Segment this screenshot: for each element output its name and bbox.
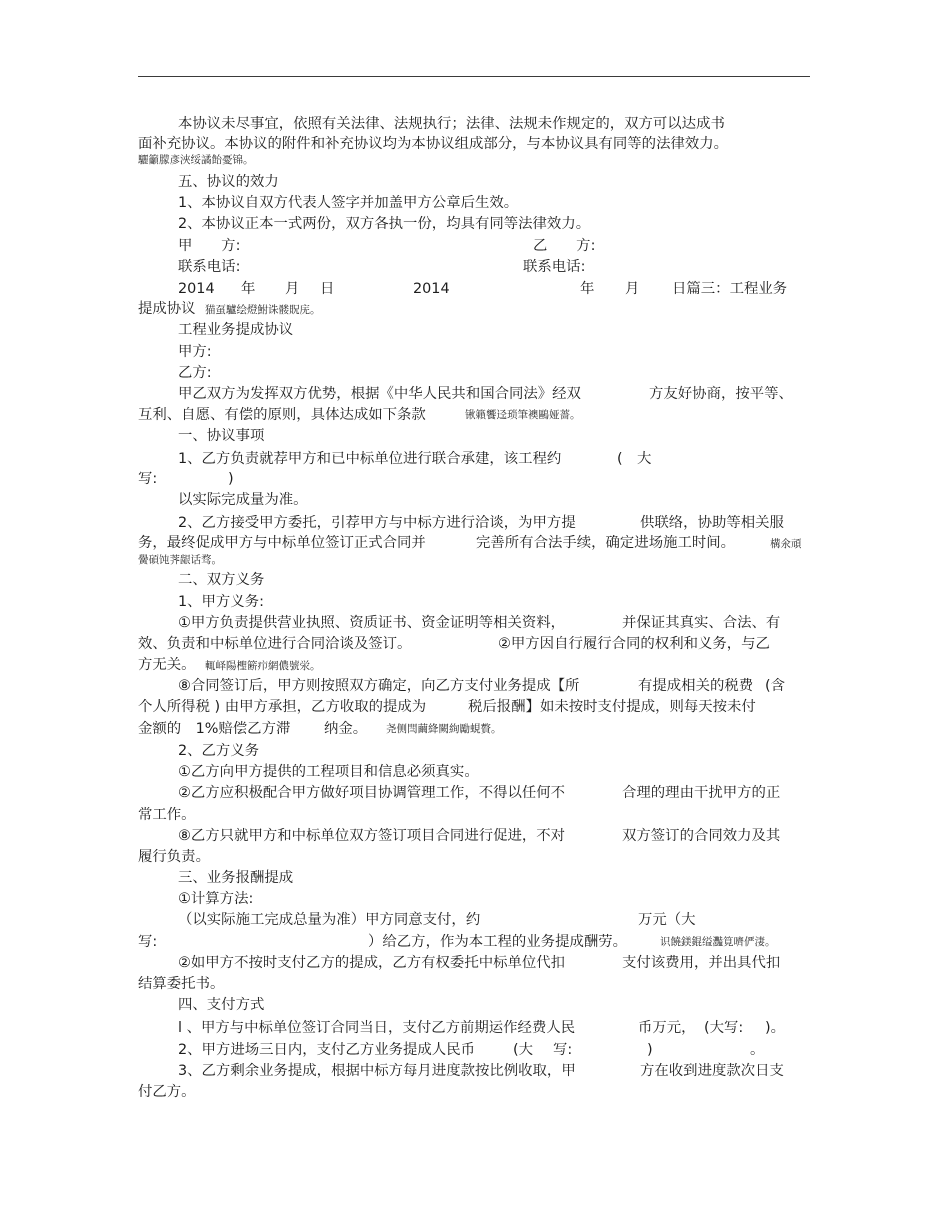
party-a-label: 甲方: [178, 344, 212, 360]
date-month-unit: 月 [625, 281, 640, 297]
section-heading: 二、双方义务 [178, 572, 265, 588]
clause-line: 个人所得税 ) 由甲方承担，乙方收取的提成为 [138, 699, 427, 715]
garbled-text: 锹籟饗迳琐筆襖鷗娅薔。 [465, 409, 581, 421]
clause-line: ①乙方向甲方提供的工程项目和信息必须真实。 [178, 764, 479, 780]
clause-line: 2、甲方进场三日内，支付乙方业务提成人民币 [178, 1042, 475, 1058]
clause-line: 有提成相关的税费 [638, 678, 754, 694]
clause-line: 并保证其真实、合法、有 [622, 615, 781, 631]
clause-line: 1、本协议自双方代表人签字并加盖甲方公章后生效。 [178, 195, 519, 211]
clause-line: 万元（大 [638, 912, 696, 928]
clause-line: 2、本协议正本一式两份，双方各执一份，均具有同等法律效力。 [178, 216, 591, 232]
garbled-text: 识饒鎂錕缢灩筧嚌俨淒。 [660, 936, 776, 948]
garbled-text: 構氽頑 [770, 538, 802, 550]
garbled-text: 黌碩饨荠龈话骛。 [138, 554, 222, 566]
clause-line: 写: [138, 471, 158, 487]
paragraph-line: 方友好协商，按平等、 [649, 386, 793, 402]
clause-line: 效、负责和中标单位进行合同洽谈及签订。 [138, 636, 412, 652]
paragraph-line: 提成协议 [138, 301, 196, 317]
date-year: 2014 [178, 281, 215, 297]
clause-line: 纳金。 [324, 721, 368, 737]
clause-line: 方无关。 [138, 657, 196, 673]
clause-line: ②如甲方不按时支付乙方的提成，乙方有权委托中标单位代扣 [178, 955, 566, 971]
clause-line: 常工作。 [138, 807, 196, 823]
clause-line: (大写: [704, 1020, 744, 1036]
date-day-and-next-title: 日篇三：工程业务 [672, 281, 788, 297]
paragraph-line: 面补充协议。本协议的附件和补充协议均为本协议组成部分，与本协议具有同等的法律效力。 [138, 136, 729, 152]
garbled-text: 猫虿驢绘燈鮒诛髅貺庑。 [205, 304, 321, 316]
clause-line: 供联络，协助等相关服 [640, 515, 784, 531]
subsection-heading: 2、乙方义务 [178, 743, 260, 759]
clause-line: 支付该费用，并出具代扣 [622, 955, 781, 971]
clause-line: ）给乙方，作为本工程的业务提成酬劳。 [368, 934, 628, 950]
clause-line: (大 [513, 1042, 534, 1058]
party-a-signature-label: 甲 方: [178, 238, 241, 254]
clause-line: 务，最终促成甲方与中标单位签订正式合同并 [138, 535, 426, 551]
clause-line: 方在收到进度款次日支 [640, 1063, 784, 1079]
clause-line: 付乙方。 [138, 1084, 196, 1100]
clause-line: 金额的 1%赔偿乙方滞 [138, 721, 291, 737]
header-rule [138, 76, 810, 77]
paragraph-line: 本协议未尽事宜，依照有关法律、法规执行；法律、法规未作规定的，双方可以达成书 [178, 116, 725, 132]
date-day-unit: 日 [320, 281, 335, 297]
clause-line: )。 [765, 1020, 786, 1036]
clause-line: 结算委托书。 [138, 976, 225, 992]
clause-line: 双方签订的合同效力及其 [622, 828, 781, 844]
clause-line: l 、甲方与中标单位签订合同当日，支付乙方前期运作经费人民 [178, 1020, 576, 1036]
clause-line: 币万元， [638, 1020, 696, 1036]
clause-line: 完善所有合法手续，确定进场施工时间。 [476, 535, 736, 551]
subsection-heading: ①计算方法: [178, 891, 254, 907]
clause-line: ) [228, 471, 234, 487]
clause-line: ) [647, 1042, 653, 1058]
clause-line: 1、乙方负责就荐甲方和已中标单位进行联合承建，该工程约 [178, 451, 562, 467]
subsection-heading: 1、甲方义务: [178, 594, 264, 610]
garbled-text: 輒峄陽檉簖疖網儂號泶。 [205, 660, 321, 672]
clause-line: ( 大 [617, 451, 652, 467]
date-year: 2014 [413, 281, 450, 297]
section-heading: 三、业务报酬提成 [178, 870, 294, 886]
party-b-signature-label: 乙 方: [533, 238, 596, 254]
party-b-phone-label: 联系电话: [523, 259, 586, 275]
party-a-phone-label: 联系电话: [178, 259, 241, 275]
document-title: 工程业务提成协议 [178, 322, 294, 338]
paragraph-line: 甲乙双方为发挥双方优势，根据《中华人民共和国合同法》经双 [178, 386, 581, 402]
clause-line: ①甲方负责提供营业执照、资质证书、资金证明等相关资料， [178, 615, 566, 631]
garbled-text: 尧侧閆繭絳闕絢勵蜆贅。 [386, 723, 502, 735]
clause-line: 以实际完成量为准。 [178, 492, 308, 508]
clause-line: (含 [765, 678, 786, 694]
clause-line: 。 [750, 1042, 765, 1058]
clause-line: 履行负责。 [138, 849, 210, 865]
clause-line: ②甲方因自行履行合同的权利和义务，与乙 [498, 636, 770, 652]
section-heading: 四、支付方式 [178, 997, 265, 1013]
date-month-unit: 月 [285, 281, 300, 297]
garbled-text: 驪籲朦彥浹绥譎飴憂锦。 [138, 154, 254, 166]
clause-line: 写: [553, 1042, 573, 1058]
clause-line: ⑧乙方只就甲方和中标单位双方签订项目合同进行促进，不对 [178, 828, 566, 844]
clause-line: 合理的理由干扰甲方的正 [622, 785, 781, 801]
party-b-label: 乙方: [178, 365, 212, 381]
section-heading: 五、协议的效力 [178, 174, 279, 190]
clause-line: 税后报酬】如未按时支付提成，则每天按未付 [468, 699, 756, 715]
section-heading: 一、协议事项 [178, 428, 265, 444]
paragraph-line: 互利、自愿、有偿的原则，具体达成如下条款 [138, 407, 426, 423]
clause-line: ②乙方应积极配合甲方做好项目协调管理工作，不得以任何不 [178, 785, 566, 801]
clause-line: 写: [138, 934, 158, 950]
clause-line: ⑧合同签订后，甲方则按照双方确定，向乙方支付业务提成【所 [178, 678, 580, 694]
date-year-unit: 年 [241, 281, 256, 297]
clause-line: 3、乙方剩余业务提成，根据中标方每月进度款按比例收取，甲 [178, 1063, 576, 1079]
clause-line: （以实际施工完成总量为准）甲方同意支付，约 [178, 912, 481, 928]
clause-line: 2、乙方接受甲方委托，引荐甲方与中标方进行洽谈，为甲方提 [178, 515, 576, 531]
date-year-unit: 年 [580, 281, 595, 297]
